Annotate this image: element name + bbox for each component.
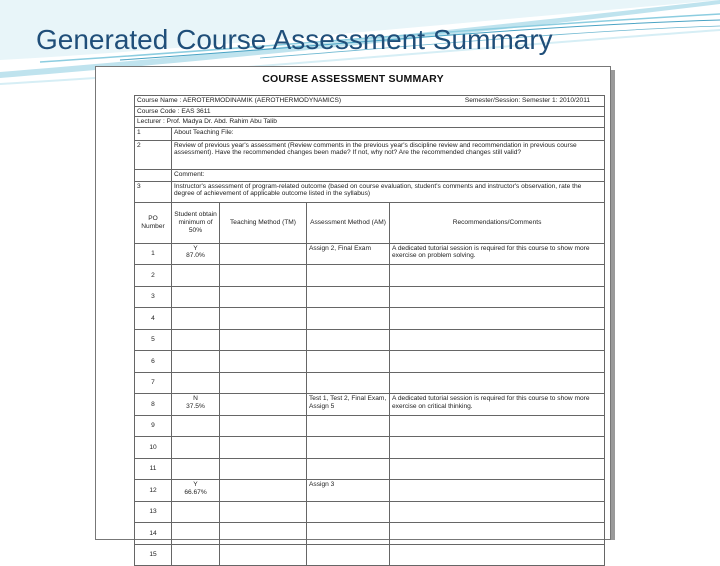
- course-name: Course Name : AEROTERMODINAMIK (AEROTHERMODYNAMICS): [137, 97, 342, 104]
- po-number-cell: 4: [135, 308, 172, 330]
- student-result-cell: [172, 458, 220, 480]
- recommendation-cell: [390, 544, 605, 566]
- assessment-method-cell: [307, 265, 390, 287]
- lecturer: Lecturer : Prof. Madya Dr. Abd. Rahim Abu Talib: [135, 117, 605, 128]
- assessment-document: [95, 66, 611, 559]
- teaching-method-cell: [220, 437, 307, 459]
- item-text: Instructor's assessment of program-related outcome (based on course evaluation, student's comments and instructor's observation, rate the degree of achievement of applicable outcome listed in the syllabus): [172, 181, 605, 202]
- teaching-method-cell: [220, 372, 307, 394]
- po-number-cell: 8: [135, 394, 172, 416]
- po-number-cell: 7: [135, 372, 172, 394]
- assessment-method-cell: [307, 286, 390, 308]
- student-result-cell: [172, 243, 220, 265]
- item-number: 2: [135, 140, 172, 169]
- assessment-method-cell: [307, 351, 390, 373]
- student-result-cell: [172, 523, 220, 545]
- assessment-method-cell: [307, 544, 390, 566]
- student-result-cell: [172, 372, 220, 394]
- po-number-cell: 3: [135, 286, 172, 308]
- assessment-method-cell: [307, 523, 390, 545]
- student-result-cell: [172, 265, 220, 287]
- column-header-po: PO Number: [135, 202, 172, 243]
- recommendation-cell: A dedicated tutorial session is required for this course to show more exercise on critical thinking.: [390, 394, 605, 416]
- po-number-cell: 9: [135, 415, 172, 437]
- recommendation-cell: [390, 308, 605, 330]
- comment-label: Comment:: [172, 169, 605, 181]
- table-row: [135, 351, 605, 373]
- student-result-cell: [172, 437, 220, 459]
- po-number-cell: 6: [135, 351, 172, 373]
- po-number-cell: 13: [135, 501, 172, 523]
- table-row: [135, 394, 605, 416]
- table-row: [135, 544, 605, 566]
- recommendation-cell: [390, 329, 605, 351]
- item-number: 1: [135, 127, 172, 140]
- recommendation-cell: [390, 265, 605, 287]
- table-row: [135, 523, 605, 545]
- assessment-method-cell: [307, 372, 390, 394]
- student-result-cell: [172, 501, 220, 523]
- po-number-cell: 10: [135, 437, 172, 459]
- po-number-cell: 5: [135, 329, 172, 351]
- po-number-cell: 15: [135, 544, 172, 566]
- table-row: [135, 243, 605, 265]
- item-text: Review of previous year's assessment (Review comments in the previous year's discipline review and recommendation in previous course assessment). Have the recommended changes been made? If not, why not? Are the recommended changes still valid?: [172, 140, 605, 169]
- recommendation-cell: [390, 415, 605, 437]
- student-result-cell: [172, 308, 220, 330]
- assessment-method-cell: [307, 458, 390, 480]
- assessment-method-cell: [307, 329, 390, 351]
- teaching-method-cell: [220, 243, 307, 265]
- yes-no-value: Y: [193, 481, 198, 489]
- recommendation-cell: A dedicated tutorial session is required for this course to show more exercise on problem solving.: [390, 243, 605, 265]
- assessment-form-table: [134, 95, 605, 566]
- teaching-method-cell: [220, 458, 307, 480]
- teaching-method-cell: [220, 308, 307, 330]
- student-result-cell: [172, 329, 220, 351]
- table-row: [135, 372, 605, 394]
- course-code: Course Code : EAS 3611: [135, 106, 605, 117]
- assessment-method-cell: Assign 2, Final Exam: [307, 243, 390, 265]
- student-result-cell: [172, 394, 220, 416]
- yes-no-value: N: [193, 395, 198, 403]
- teaching-method-cell: [220, 329, 307, 351]
- table-row: [135, 308, 605, 330]
- table-row: [135, 286, 605, 308]
- percentage-value: 37.5%: [186, 402, 205, 410]
- item-number: [135, 169, 172, 181]
- column-header-am: Assessment Method (AM): [307, 202, 390, 243]
- semester-session: Semester/Session: Semester 1: 2010/2011: [464, 97, 591, 104]
- recommendation-cell: [390, 351, 605, 373]
- po-number-cell: 12: [135, 480, 172, 502]
- student-result-cell: [172, 286, 220, 308]
- table-row: [135, 415, 605, 437]
- teaching-method-cell: [220, 351, 307, 373]
- assessment-method-cell: [307, 415, 390, 437]
- assessment-method-cell: [307, 308, 390, 330]
- student-result-cell: [172, 480, 220, 502]
- table-row: [135, 501, 605, 523]
- recommendation-cell: [390, 523, 605, 545]
- student-result-cell: [172, 544, 220, 566]
- assessment-method-cell: [307, 437, 390, 459]
- teaching-method-cell: [220, 523, 307, 545]
- table-row: [135, 437, 605, 459]
- po-number-cell: 14: [135, 523, 172, 545]
- assessment-method-cell: Assign 3: [307, 480, 390, 502]
- percentage-value: 66.67%: [184, 488, 207, 496]
- recommendation-cell: [390, 501, 605, 523]
- table-row: [135, 480, 605, 502]
- table-row: [135, 265, 605, 287]
- teaching-method-cell: [220, 501, 307, 523]
- student-result-cell: [172, 415, 220, 437]
- recommendation-cell: [390, 286, 605, 308]
- teaching-method-cell: [220, 265, 307, 287]
- assessment-method-cell: Test 1, Test 2, Final Exam, Assign 5: [307, 394, 390, 416]
- teaching-method-cell: [220, 415, 307, 437]
- po-number-cell: 1: [135, 243, 172, 265]
- column-header-recommendations: Recommendations/Comments: [390, 202, 605, 243]
- student-result-cell: [172, 351, 220, 373]
- teaching-method-cell: [220, 544, 307, 566]
- column-header-tm: Teaching Method (TM): [220, 202, 307, 243]
- column-header-student: Student obtain minimum of 50%: [172, 202, 220, 243]
- recommendation-cell: [390, 458, 605, 480]
- slide-title: Generated Course Assessment Summary: [36, 24, 553, 55]
- recommendation-cell: [390, 372, 605, 394]
- percentage-value: 87.0%: [186, 252, 205, 260]
- recommendation-cell: [390, 437, 605, 459]
- teaching-method-cell: [220, 286, 307, 308]
- table-row: [135, 458, 605, 480]
- assessment-method-cell: [307, 501, 390, 523]
- po-number-cell: 2: [135, 265, 172, 287]
- teaching-method-cell: [220, 394, 307, 416]
- teaching-method-cell: [220, 480, 307, 502]
- document-title: COURSE ASSESSMENT SUMMARY: [262, 73, 444, 85]
- item-number: 3: [135, 181, 172, 202]
- yes-no-value: Y: [193, 244, 198, 252]
- item-text: About Teaching File:: [172, 127, 605, 140]
- po-number-cell: 11: [135, 458, 172, 480]
- recommendation-cell: [390, 480, 605, 502]
- table-row: [135, 329, 605, 351]
